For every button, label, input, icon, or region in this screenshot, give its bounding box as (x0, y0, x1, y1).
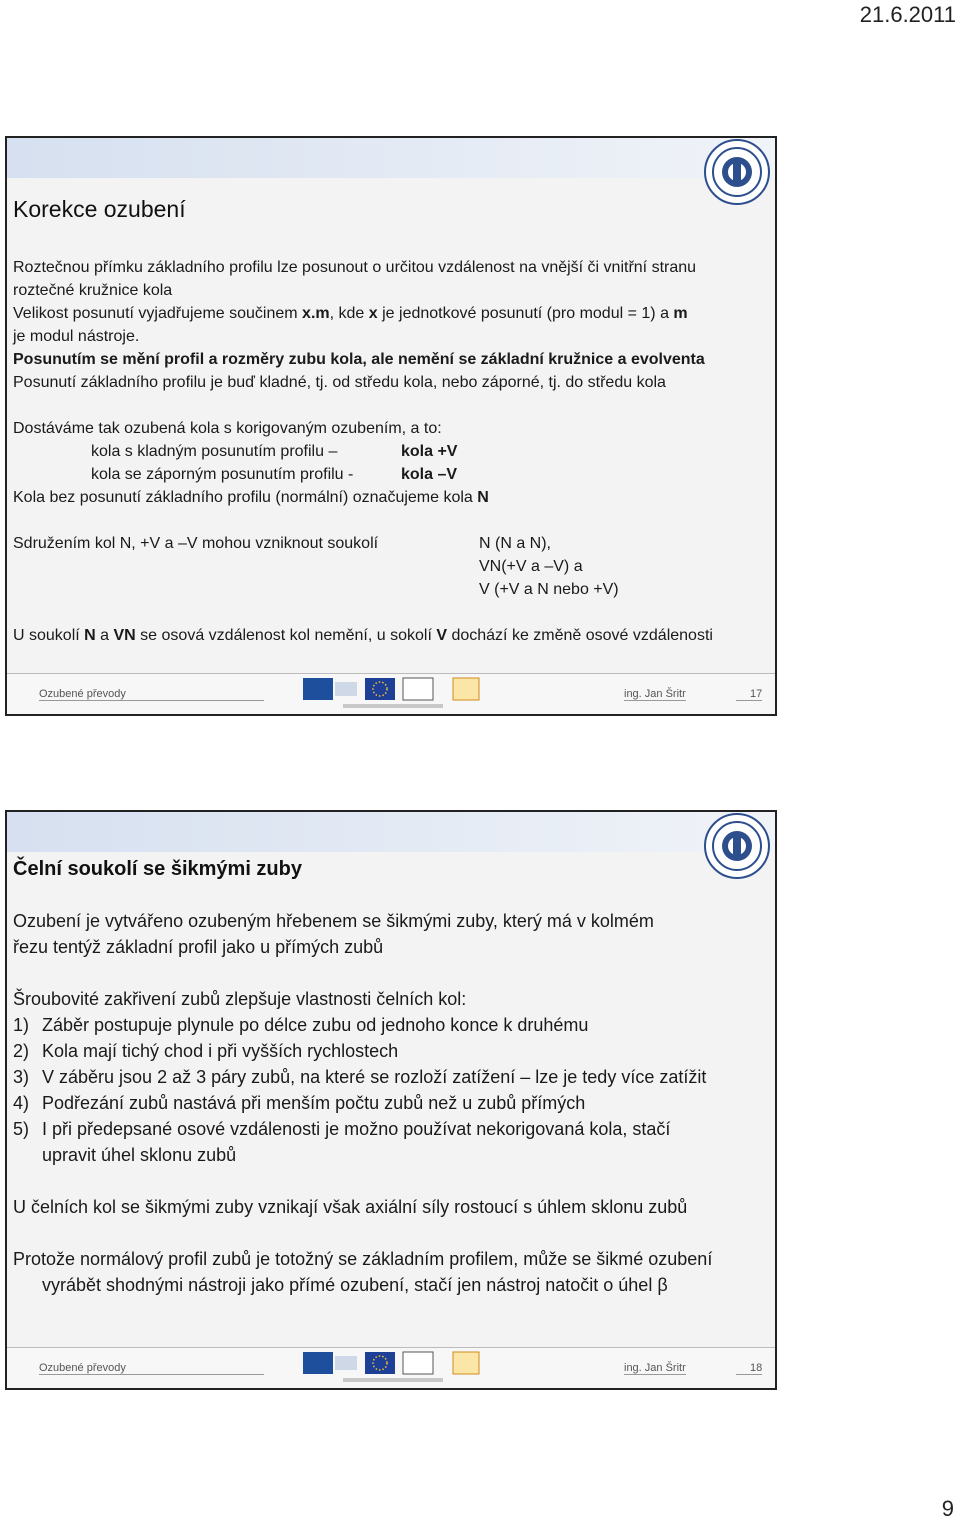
footer-topic: Ozubené převody (39, 1362, 264, 1375)
text-line: Ozubení je vytvářeno ozubeným hřebenem se šikmými zuby, který má v kolmém (13, 911, 654, 931)
slide-body (13, 908, 767, 1298)
text-line: kola se záporným posunutím profilu - kola –V (91, 466, 458, 483)
slide-footer (7, 1347, 775, 1388)
slide-18 (5, 810, 777, 1390)
footer-topic: Ozubené převody (39, 688, 264, 701)
text-line: Posunutí základního profilu je buď kladné, tj. od středu kola, nebo záporné, tj. do středu kola (13, 374, 666, 391)
slide-footer (7, 673, 775, 714)
school-seal-icon (703, 812, 771, 880)
soukoli-row (13, 532, 767, 598)
text-line: Kola bez posunutí základního profilu (normální) označujeme kola N (13, 489, 489, 506)
list-item: 2) Kola mají tichý chod i při vyšších rychlostech (13, 1041, 399, 1061)
text-line: Posunutím se mění profil a rozměry zubu kola, ale nemění se základní kružnice a evolventa (13, 351, 705, 368)
slide-title: Korekce ozubení (13, 196, 186, 222)
eu-funding-logos-icon (303, 1350, 487, 1384)
text-line: je modul nástroje. (13, 328, 140, 345)
text-line: roztečné kružnice kola (13, 282, 173, 299)
page-date: 21.6.2011 (859, 2, 956, 27)
text-line: řezu tentýž základní profil jako u přímých zubů (13, 937, 384, 957)
footer-author: ing. Jan Šritr (624, 688, 686, 700)
list-item: 3) V záběru jsou 2 až 3 páry zubů, na které se rozloží zatížení – lze je tedy více zatížit (13, 1067, 707, 1087)
list-item: 4) Podřezání zubů nastává při menším počtu zubů než u zubů přímých (13, 1093, 586, 1113)
text-line: Protože normálový profil zubů je totožný se základním profilem, může se šikmé ozubení vyrábět shodnými nástroji jako přímé ozubení, stačí jen nástroj natočit o úhel β (13, 1249, 713, 1295)
footer-slide-number: 18 (736, 1362, 762, 1375)
slide-body (13, 256, 767, 647)
slide-header-band (7, 812, 775, 852)
list-item: 1) Záběr postupuje plynule po délce zubu od jednoho konce k druhému (13, 1015, 589, 1035)
soukoli-list: N (N a N), VN(+V a –V) a V (+V a N nebo +V) (479, 535, 619, 598)
text-line: Roztečnou přímku základního profilu lze posunout o určitou vzdálenost na vnější či vnitřní stranu (13, 259, 697, 276)
text-line: Dostáváme tak ozubená kola s korigovaným ozubením, a to: (13, 420, 442, 437)
feature-list (13, 1012, 767, 1168)
slide-title: Čelní soukolí se šikmými zuby (13, 858, 302, 880)
text-line: Velikost posunutí vyjadřujeme součinem x.m, kde x je jednotkové posunutí (pro modul = 1) a m (13, 305, 688, 322)
text-line: kola s kladným posunutím profilu – kola +V (91, 443, 458, 460)
page-number: 9 (941, 1496, 954, 1521)
text-line: U soukolí N a VN se osová vzdálenost kol nemění, u sokolí V dochází ke změně osové vzdálenosti (13, 627, 713, 644)
text-line: Šroubovité zakřivení zubů zlepšuje vlastnosti čelních kol: (13, 989, 467, 1009)
slide-header-band (7, 138, 775, 178)
list-item: 5) I při předepsané osové vzdálenosti je možno používat nekorigovaná kola, stačí upravit úhel sklonu zubů (13, 1119, 671, 1165)
eu-funding-logos-icon (303, 676, 487, 710)
slide-17 (5, 136, 777, 716)
text-line: U čelních kol se šikmými zuby vznikají však axiální síly rostoucí s úhlem sklonu zubů (13, 1197, 688, 1217)
school-seal-icon (703, 138, 771, 206)
footer-author: ing. Jan Šritr (624, 1362, 686, 1374)
text-line: Sdružením kol N, +V a –V mohou vzniknout soukolí (13, 535, 379, 552)
footer-slide-number: 17 (736, 688, 762, 701)
